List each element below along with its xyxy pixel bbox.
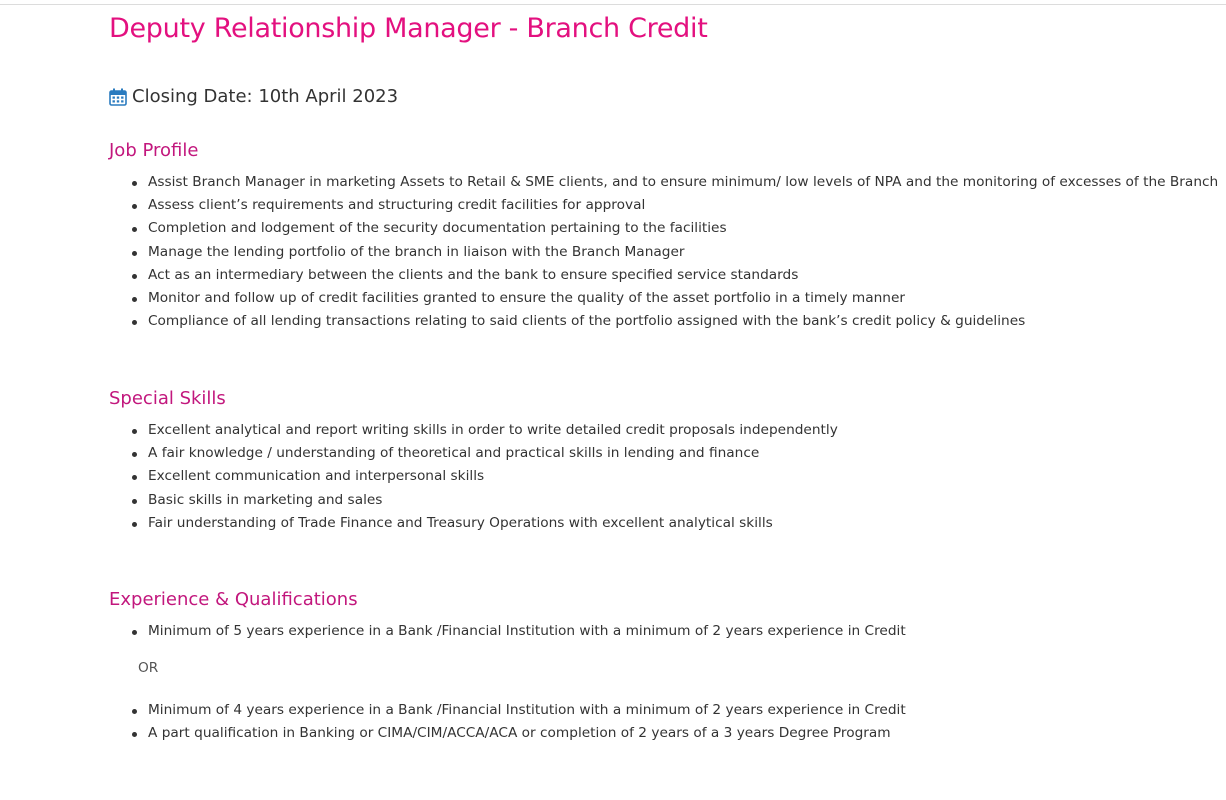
- special-skills-list: [130, 419, 838, 535]
- experience-heading: Experience & Qualifications: [109, 589, 358, 610]
- calendar-icon: [109, 88, 127, 106]
- list-item: A fair knowledge / understanding of theoretical and practical skills in lending and finance: [130, 442, 838, 465]
- closing-date-row: [109, 86, 398, 107]
- list-item: Monitor and follow up of credit facilities granted to ensure the quality of the asset portfolio in a timely manner: [130, 287, 1218, 310]
- or-separator: OR: [138, 660, 159, 676]
- list-item: Completion and lodgement of the security documentation pertaining to the facilities: [130, 217, 1218, 240]
- experience-list-alternative: [130, 699, 906, 745]
- list-item: Minimum of 5 years experience in a Bank /Financial Institution with a minimum of 2 years experience in Credit: [130, 620, 906, 643]
- list-item: Fair understanding of Trade Finance and Treasury Operations with excellent analytical skills: [130, 512, 838, 535]
- experience-list-primary: [130, 620, 906, 643]
- list-item: Excellent analytical and report writing skills in order to write detailed credit proposals independently: [130, 419, 838, 442]
- list-item: A part qualification in Banking or CIMA/CIM/ACCA/ACA or completion of 2 years of a 3 years Degree Program: [130, 722, 906, 745]
- list-item: Excellent communication and interpersonal skills: [130, 465, 838, 488]
- list-item: Compliance of all lending transactions relating to said clients of the portfolio assigned with the bank’s credit policy & guidelines: [130, 310, 1218, 333]
- job-profile-heading: Job Profile: [109, 140, 199, 161]
- top-divider: [0, 4, 1226, 5]
- list-item: Assist Branch Manager in marketing Assets to Retail & SME clients, and to ensure minimum/ low levels of NPA and the monitoring of excesses of the Branch: [130, 171, 1218, 194]
- job-profile-list: [130, 171, 1218, 333]
- list-item: Act as an intermediary between the clients and the bank to ensure specified service standards: [130, 264, 1218, 287]
- list-item: Basic skills in marketing and sales: [130, 489, 838, 512]
- list-item: Manage the lending portfolio of the branch in liaison with the Branch Manager: [130, 241, 1218, 264]
- list-item: Minimum of 4 years experience in a Bank /Financial Institution with a minimum of 2 years experience in Credit: [130, 699, 906, 722]
- special-skills-heading: Special Skills: [109, 388, 226, 409]
- closing-date-text: Closing Date: 10th April 2023: [132, 86, 399, 107]
- list-item: Assess client’s requirements and structuring credit facilities for approval: [130, 194, 1218, 217]
- job-title: Deputy Relationship Manager - Branch Credit: [109, 13, 708, 44]
